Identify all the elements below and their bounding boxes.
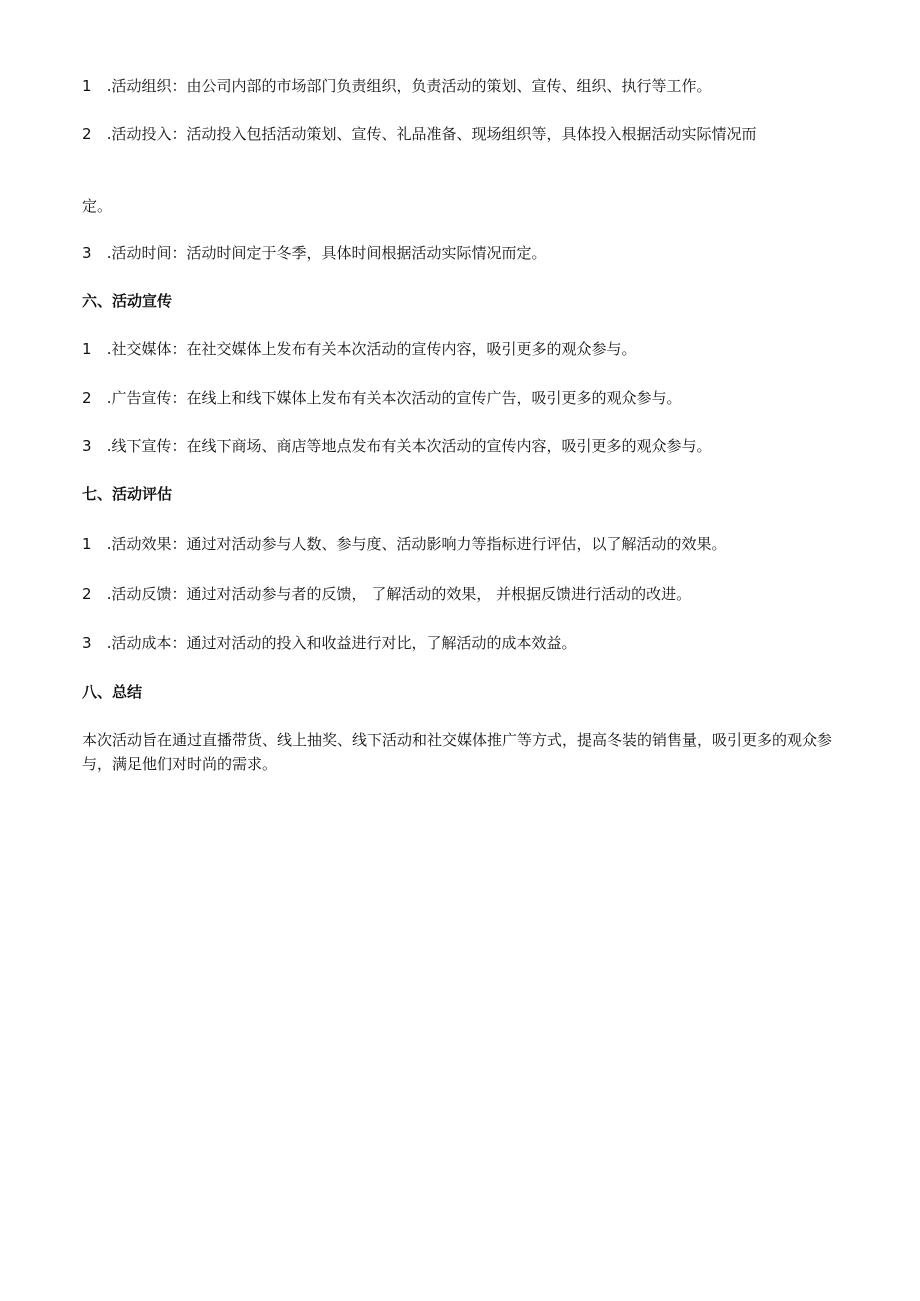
item-number: 2	[82, 389, 92, 407]
section-heading: 七、活动评估	[82, 485, 173, 503]
list-item	[82, 241, 842, 265]
item-number: 2	[82, 585, 92, 603]
item-text: .社交媒体：在社交媒体上发布有关本次活动的宣传内容，吸引更多的观众参与。	[106, 340, 637, 358]
item-number: 1	[82, 77, 92, 95]
section-heading: 六、活动宣传	[82, 292, 173, 310]
item-number: 3	[82, 634, 92, 652]
item-number: 1	[82, 535, 92, 553]
item-number: 2	[82, 125, 92, 143]
item-text: .活动反馈：通过对活动参与者的反馈， 了解活动的效果， 并根据反馈进行活动的改进。	[106, 585, 692, 603]
item-text: .活动成本：通过对活动的投入和收益进行对比，了解活动的成本效益。	[106, 634, 577, 652]
list-item	[82, 582, 842, 606]
item-number: 3	[82, 437, 92, 455]
list-item	[82, 631, 842, 655]
item-text: .广告宣传：在线上和线下媒体上发布有关本次活动的宣传广告，吸引更多的观众参与。	[106, 389, 682, 407]
summary-paragraph: 本次活动旨在通过直播带货、线上抽奖、线下活动和社交媒体推广等方式，提高冬装的销售量，吸引更多的观众参与，满足他们对时尚的需求。	[82, 731, 833, 773]
item-text: .活动组织：由公司内部的市场部门负责组织，负责活动的策划、宣传、组织、执行等工作。	[106, 77, 712, 95]
list-item	[82, 532, 842, 556]
item-text: .活动效果：通过对活动参与人数、参与度、活动影响力等指标进行评估，以了解活动的效果。	[106, 535, 727, 553]
item-text: .活动投入：活动投入包括活动策划、宣传、礼品准备、现场组织等，具体投入根据活动实际情况而	[106, 125, 757, 143]
list-item	[82, 434, 842, 458]
section-heading: 八、总结	[82, 683, 143, 701]
item-text: .活动时间：活动时间定于冬季，具体时间根据活动实际情况而定。	[106, 244, 547, 262]
list-item	[82, 386, 842, 410]
item-continuation: 定。	[82, 197, 113, 215]
item-number: 1	[82, 340, 92, 358]
item-text: .线下宣传：在线下商场、商店等地点发布有关本次活动的宣传内容，吸引更多的观众参与。	[106, 437, 712, 455]
list-item	[82, 337, 842, 361]
item-number: 3	[82, 244, 92, 262]
list-item	[82, 122, 842, 146]
list-item	[82, 74, 842, 98]
